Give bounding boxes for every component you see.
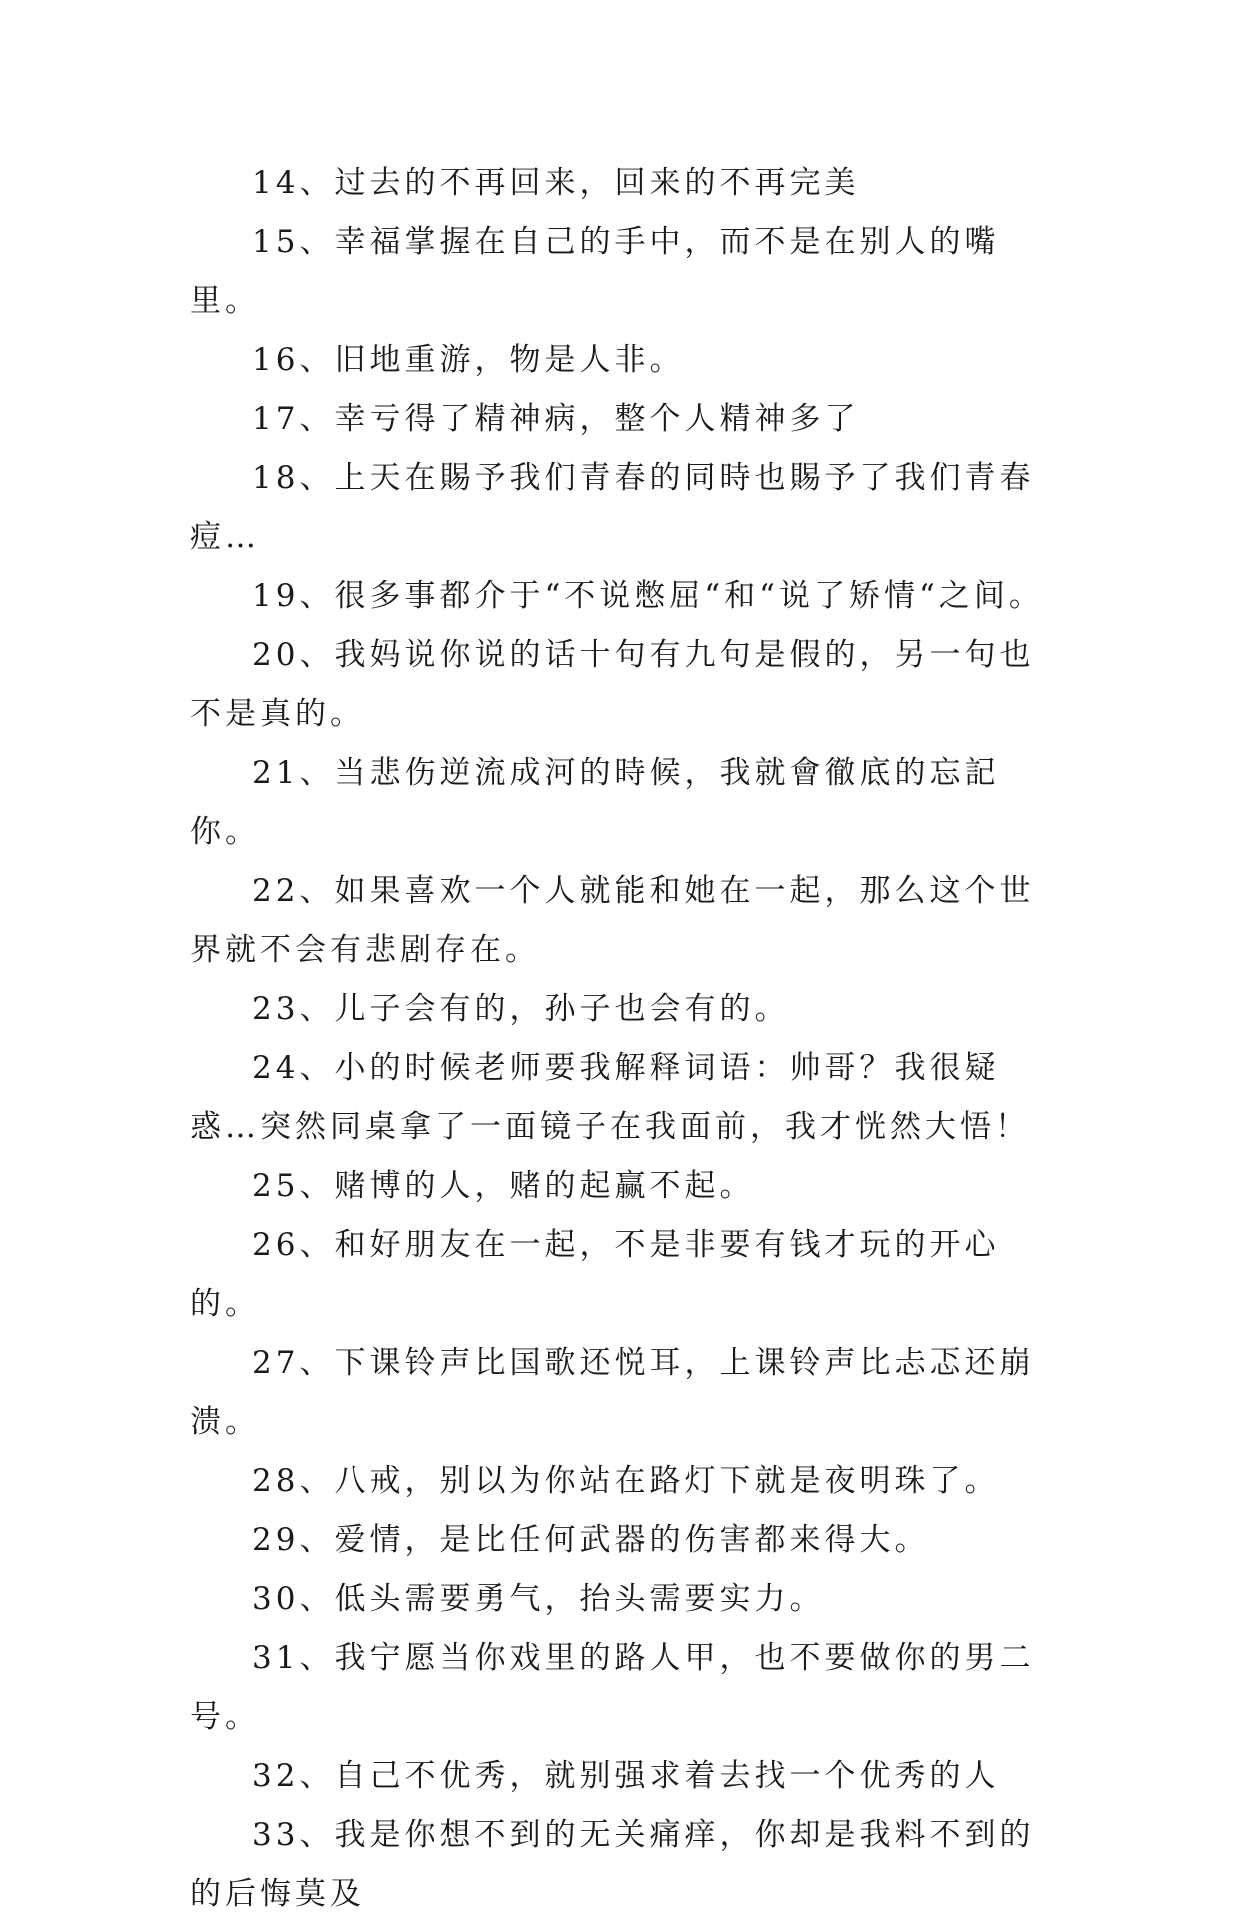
document-body <box>190 154 1050 1924</box>
paragraph-14: 14、过去的不再回来，回来的不再完美 <box>252 165 860 201</box>
paragraph-21: 21、当悲伤逆流成河的時候，我就會徹底的忘記你。 <box>190 755 1000 850</box>
paragraph-30: 30、低头需要勇气，抬头需要实力。 <box>252 1581 825 1617</box>
paragraph-28: 28、八戒，别以为你站在路灯下就是夜明珠了。 <box>252 1463 1000 1499</box>
paragraph-31: 31、我宁愿当你戏里的路人甲，也不要做你的男二号。 <box>190 1640 1035 1735</box>
paragraph-20: 20、我妈说你说的话十句有九句是假的，另一句也不是真的。 <box>190 637 1035 732</box>
paragraph-19: 19、很多事都介于“不说憋屈“和“说了矫情“之间。 <box>252 578 1044 614</box>
paragraph-25: 25、赌博的人，赌的起赢不起。 <box>252 1168 755 1204</box>
paragraph-29: 29、爱情，是比任何武器的伤害都来得大。 <box>252 1522 930 1558</box>
paragraph-32: 32、自己不优秀，就别强求着去找一个优秀的人 <box>252 1758 1000 1794</box>
paragraph-16: 16、旧地重游，物是人非。 <box>252 342 685 378</box>
paragraph-33: 33、我是你想不到的无关痛痒，你却是我料不到的的后悔莫及 <box>190 1817 1035 1912</box>
paragraph-22: 22、如果喜欢一个人就能和她在一起，那么这个世界就不会有悲剧存在。 <box>190 873 1035 968</box>
paragraph-24: 24、小的时候老师要我解释词语：帅哥？我很疑惑…突然同桌拿了一面镜子在我面前，我才恍然大悟！ <box>190 1050 1030 1145</box>
paragraph-27: 27、下课铃声比国歌还悦耳，上课铃声比忐忑还崩溃。 <box>190 1345 1035 1440</box>
paragraph-18: 18、上天在賜予我们青春的同時也賜予了我们青春痘… <box>190 460 1035 555</box>
paragraph-23: 23、儿子会有的，孙子也会有的。 <box>252 991 790 1027</box>
paragraph-17: 17、幸亏得了精神病，整个人精神多了 <box>252 401 860 437</box>
paragraph-15: 15、幸福掌握在自己的手中，而不是在别人的嘴里。 <box>190 224 1000 319</box>
paragraph-26: 26、和好朋友在一起，不是非要有钱才玩的开心的。 <box>190 1227 1000 1322</box>
